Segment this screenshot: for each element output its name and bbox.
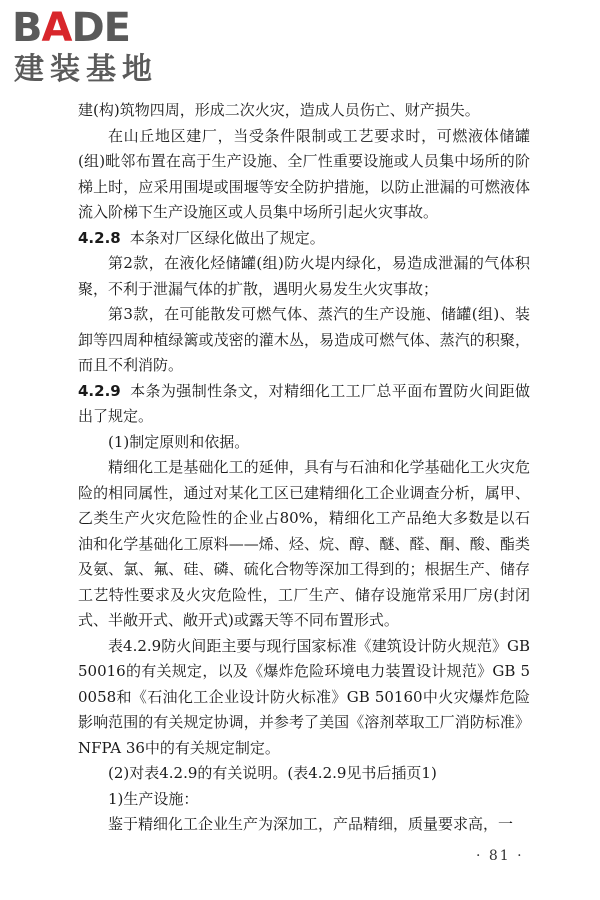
paragraph-11: 1)生产设施： — [108, 789, 199, 808]
paragraph-7: (1)制定原则和依据。 — [108, 432, 250, 451]
paragraph-10: (2)对表4.2.9的有关说明。(表4.2.9见书后插页1) — [108, 764, 437, 782]
logo-letter-b: B — [12, 5, 42, 51]
paragraph-5: 第3款，在可能散发可燃气体、蒸汽的生产设施、储罐(组)、装卸等四周种植绿篱或茂密的灌木丛，易造成可燃气体、蒸汽的积聚，而且不利消防。 — [78, 305, 530, 374]
paragraph-8: 精细化工是基础化工的延伸，具有与石油和化学基础化工火灾危险的相同属性，通过对某化工区已建精细化工企业调查分析，属甲、乙类生产火灾危险性的企业占80%，精细化工产品绝大多数是以石油和化学基础化工原料——烯、烃、烷、醇、醚、醛、酮、酸、酯类及氨、氯、氟、硅、磷、硫化合物等深加工得到的；根据生产、储存工艺特性要求及火灾危险性，工厂生产、储存设施常采用厂房(封闭式、半敞开式、敞开式)或露天等不同布置形式。 — [78, 458, 530, 629]
paragraph-1: 建(构)筑物四周，形成二次火灾，造成人员伤亡、财产损失。 — [78, 101, 480, 119]
logo-wordmark — [12, 6, 130, 50]
logo-subtitle: 建装基地 — [14, 52, 158, 87]
logo-letter-a-accent: A — [41, 5, 72, 51]
section-number: 4.2.9 — [78, 381, 121, 400]
paragraph-9: 表4.2.9防火间距主要与现行国家标准《建筑设计防火规范》GB 50016的有关规定，以及《爆炸危险环境电力装置设计规范》GB 50058和《石油化工企业设计防火标准》GB 50160中火灾爆炸危险影响范围的有关规定协调，并参考了美国《溶剂萃取工厂消防标准》NFPA 36中的有关规定制定。 — [78, 636, 530, 757]
logo-letters-de: DE — [71, 5, 130, 51]
paragraph-3: 4.2.8 本条对厂区绿化做出了规定。 — [78, 228, 325, 247]
bade-logo — [12, 6, 182, 90]
paragraph-2: 在山丘地区建厂，当受条件限制或工艺要求时，可燃液体储罐(组)毗邻布置在高于生产设施、全厂性重要设施或人员集中场所的阶梯上时，应采用围堤或围堰等安全防护措施，以防止泄漏的可燃液体流入阶梯下生产设施区或人员集中场所引起火灾事故。 — [78, 126, 530, 221]
paragraph-6: 4.2.9 本条为强制性条文，对精细化工工厂总平面布置防火间距做出了规定。 — [78, 381, 530, 425]
page-number: · 81 · — [476, 848, 524, 864]
section-number: 4.2.8 — [78, 228, 121, 247]
paragraph-4: 第2款，在液化烃储罐(组)防火堤内绿化，易造成泄漏的气体积聚，不利于泄漏气体的扩散，遇明火易发生火灾事故； — [78, 254, 530, 298]
paragraph-12: 鉴于精细化工企业生产为深加工，产品精细，质量要求高，一 — [108, 815, 514, 833]
page-body — [78, 98, 530, 838]
